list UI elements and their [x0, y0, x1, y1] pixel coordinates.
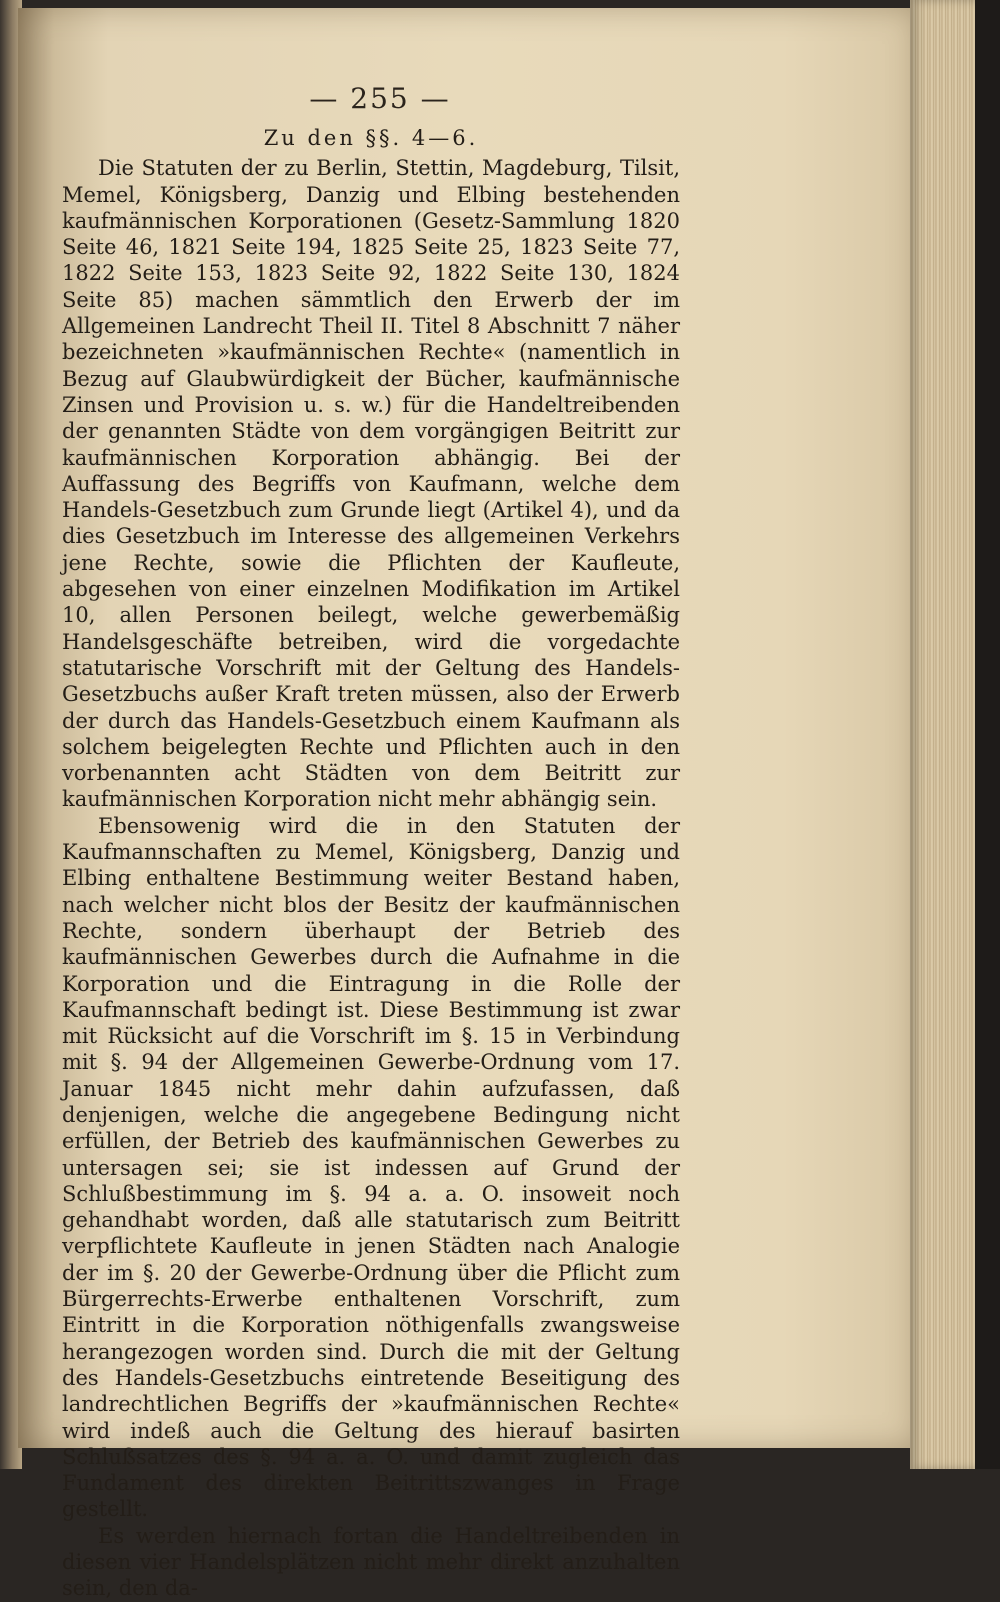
book-cover — [975, 0, 1000, 1469]
paragraph-2: Ebensowenig wird die in den Statuten der Kaufmannschaften zu Memel, Königsberg, Danzig und Elbing enthaltene Bestimmung weiter Bestand haben, nach welcher nicht blos der Besitz der kaufmännischen Rechte, sondern überhaupt der Betrieb des kaufmännischen Gewerbes durch die Aufnahme in die Korporation und die Eintragung in die Rolle der Kaufmannschaft bedingt ist. Diese Bestimmung ist zwar mit Rücksicht auf die Vorschrift im §. 15 in Verbindung mit §. 94 der Allgemeinen Gewerbe-Ordnung vom 17. Januar 1845 nicht mehr dahin aufzufassen, daß denjenigen, welche die angegebene Bedingung nicht erfüllen, der Betrieb des kaufmännischen Gewerbes zu untersagen sei; sie ist indessen auf Grund der Schlußbestimmung im §. 94 a. a. O. insoweit noch gehandhabt worden, daß alle statutarisch zum Beitritt verpflichtete Kaufleute in jenen Städten nach Analogie der im §. 20 der Gewerbe-Ordnung über die Pflicht zum Bürgerrechts-Erwerbe enthaltenen Vorschrift, zum Eintritt in die Korporation nöthigenfalls zwangsweise herangezogen worden sind. Durch die mit der Geltung des Handels-Gesetzbuchs eintretende Beseitigung des landrechtlichen Begriffs der »kaufmännischen Rechte« wird indeß auch die Geltung des hierauf basirten Schlußsatzes des §. 94 a. a. O. und damit zugleich das Fundament des direkten Beitrittszwanges in Frage gestellt. — [62, 813, 680, 1522]
paragraph-3: Es werden hiernach fortan die Handeltreibenden in diesen vier Handelsplätzen nicht mehr direkt anzuhalten sein, den da- — [62, 1523, 680, 1601]
paragraph-1: Die Statuten der zu Berlin, Stettin, Magdeburg, Tilsit, Memel, Königsberg, Danzig und Elbing bestehenden kaufmännischen Korporationen (Gesetz-Sammlung 1820 Seite 46, 1821 Seite 194, 1825 Seite 25, 1823 Seite 77, 1822 Seite 153, 1823 Seite 92, 1822 Seite 130, 1824 Seite 85) machen sämmtlich den Erwerb der im Allgemeinen Landrecht Theil II. Titel 8 Abschnitt 7 näher bezeichneten »kaufmännischen Rechte« (namentlich in Bezug auf Glaubwürdigkeit der Bücher, kaufmännische Zinsen und Provision u. s. w.) für die Handeltreibenden der genannten Städte von dem vorgängigen Beitritt zur kaufmännischen Korporation abhängig. Bei der Auffassung des Begriffs von Kaufmann, welche dem Handels-Gesetzbuch zum Grunde liegt (Artikel 4), und da dies Gesetzbuch im Interesse des allgemeinen Verkehrs jene Rechte, sowie die Pflichten der Kaufleute, abgesehen von einer einzelnen Modifikation im Artikel 10, allen Personen beilegt, welche gewerbemäßig Handelsgeschäfte betreiben, wird die vorgedachte statutarische Vorschrift mit der Geltung des Handels-Gesetzbuchs außer Kraft treten müssen, also der Erwerb der durch das Handels-Gesetzbuch einem Kaufmann als solchem beigelegten Rechte und Pflichten auch in den vorbenannten acht Städten von dem Beitritt zur kaufmännischen Korporation nicht mehr abhängig sein. — [62, 156, 680, 812]
page-number: — 255 — — [309, 82, 451, 115]
section-heading: Zu den §§. 4—6. — [263, 126, 479, 150]
text-block — [62, 125, 680, 1602]
